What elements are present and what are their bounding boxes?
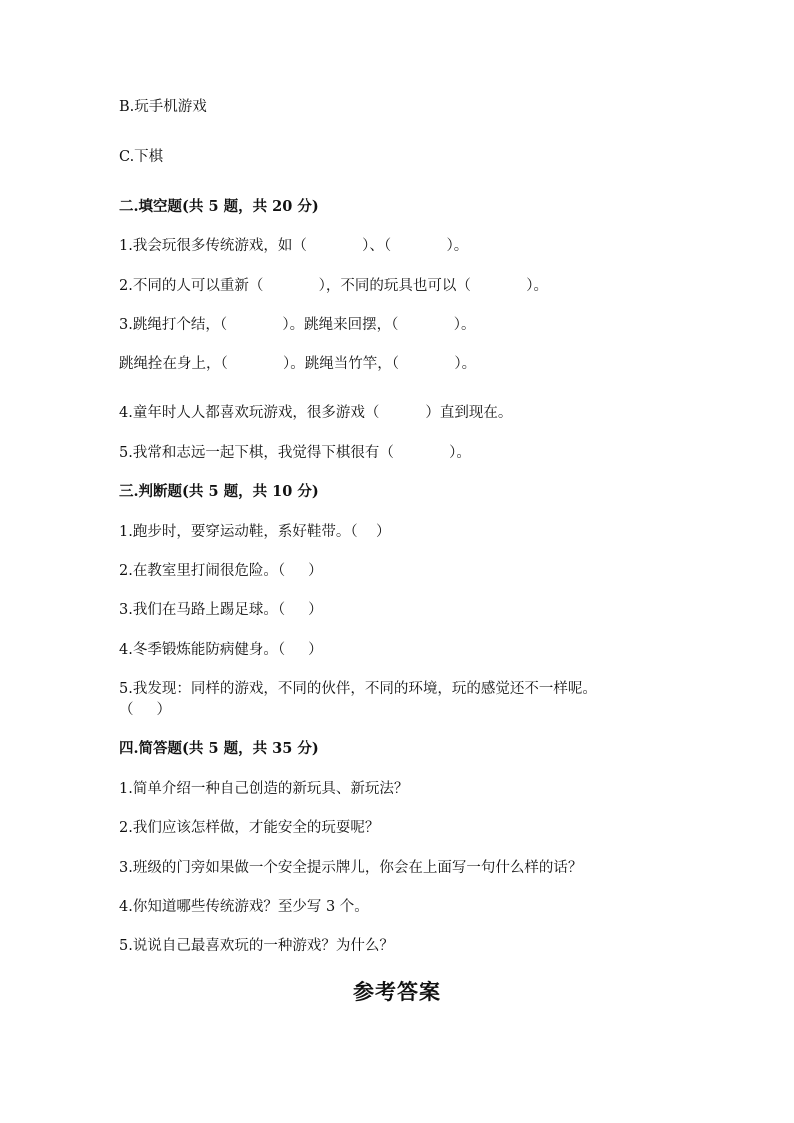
fill-blank-q1: 1.我会玩很多传统游戏，如（ ）、（ ）。 [119,238,469,254]
true-false-q5-bracket: （ ） [119,702,172,718]
true-false-q1: 1.跑步时，要穿运动鞋，系好鞋带。（ ） [119,524,391,540]
option-b: B.玩手机游戏 [119,99,207,115]
fill-blank-q3-line1: 3.跳绳打个结，（ ）。跳绳来回摆，（ ）。 [119,317,476,333]
fill-blank-q5: 5.我常和志远一起下棋，我觉得下棋很有（ ）。 [119,445,471,461]
fill-blank-q2: 2.不同的人可以重新（ ），不同的玩具也可以（ ）。 [119,278,548,294]
true-false-q2: 2.在教室里打闹很危险。（ ） [119,563,323,579]
fill-blank-q4: 4.童年时人人都喜欢玩游戏，很多游戏（ ）直到现在。 [119,405,513,421]
section-heading-true-false: 三.判断题(共 5 题，共 10 分) [119,483,319,500]
fill-blank-q3-line2: 跳绳拴在身上，（ ）。跳绳当竹竿，（ ）。 [119,356,477,372]
short-answer-q1: 1.简单介绍一种自己创造的新玩具、新玩法？ [119,781,409,797]
true-false-q5: 5.我发现：同样的游戏，不同的伙伴，不同的环境，玩的感觉还不一样呢。 [119,681,597,697]
short-answer-q3: 3.班级的门旁如果做一个安全提示牌儿，你会在上面写一句什么样的话？ [119,860,583,876]
short-answer-q4: 4.你知道哪些传统游戏？至少写 3 个。 [119,899,369,915]
option-c: C.下棋 [119,149,164,165]
short-answer-q2: 2.我们应该怎样做，才能安全的玩耍呢？ [119,820,380,836]
true-false-q4: 4.冬季锻炼能防病健身。（ ） [119,642,323,658]
section-heading-short-answer: 四.简答题(共 5 题，共 35 分) [119,740,319,757]
true-false-q3: 3.我们在马路上踢足球。（ ） [119,602,323,618]
answers-title: 参考答案 [353,979,441,1004]
section-heading-fill-blank: 二.填空题(共 5 题，共 20 分) [119,198,319,215]
short-answer-q5: 5.说说自己最喜欢玩的一种游戏？为什么？ [119,938,394,954]
